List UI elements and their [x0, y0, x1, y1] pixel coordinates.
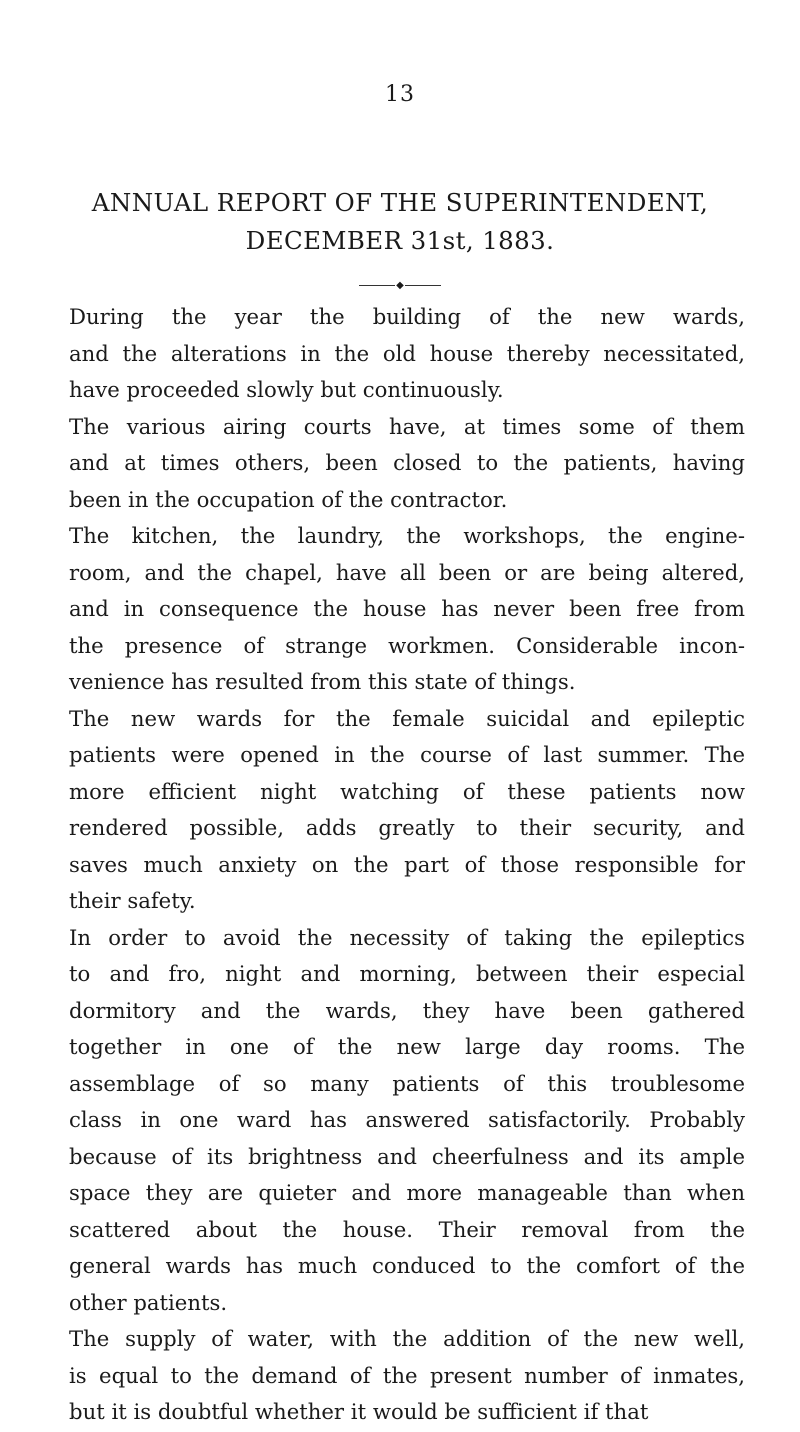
- paragraph-5-line-11: other patients.: [69, 1289, 228, 1315]
- paragraph-3-line-4: the presence of strange workmen. Considerable incon-: [69, 632, 745, 658]
- paragraph-6-line-2: is equal to the demand of the present number of inmates,: [69, 1362, 745, 1388]
- paragraph-5-line-1: In order to avoid the necessity of taking the epileptics: [69, 924, 745, 950]
- paragraph-5-line-5: assemblage of so many patients of this troublesome: [69, 1070, 745, 1096]
- title-line-1: ANNUAL REPORT OF THE SUPERINTENDENT,: [91, 188, 709, 217]
- paragraph-5-line-2: to and fro, night and morning, between their especial: [69, 961, 745, 986]
- paragraph-1-line-3: have proceeded slowly but continuously.: [69, 377, 504, 402]
- paragraph-3-line-2: room, and the chapel, have all been or are being altered,: [69, 559, 745, 585]
- page-number: 13: [385, 82, 415, 107]
- paragraph-2-line-1: The various airing courts have, at times some of them: [69, 413, 745, 439]
- paragraph-5-line-4: together in one of the new large day rooms. The: [69, 1034, 745, 1059]
- body-text: [69, 299, 745, 1431]
- paragraph-2-line-2: and at times others, been closed to the patients, having: [69, 450, 745, 475]
- title-line-2: DECEMBER 31st, 1883.: [245, 226, 555, 255]
- paragraph-1-line-1: During the year the building of the new wards,: [69, 304, 745, 329]
- ornament-rule-right: [405, 285, 441, 286]
- paragraph-4-line-3: more efficient night watching of these patients now: [69, 778, 745, 804]
- paragraph-1-line-2: and the alterations in the old house thereby necessitated,: [69, 340, 745, 366]
- paragraph-3-line-1: The kitchen, the laundry, the workshops, the engine-: [69, 523, 745, 548]
- paragraph-4-line-6: their safety.: [69, 888, 196, 913]
- ornament-divider: [0, 275, 800, 295]
- paragraph-5-line-7: because of its brightness and cheerfulness and its ample: [69, 1143, 745, 1169]
- paragraph-5-line-9: scattered about the house. Their removal from the: [69, 1216, 745, 1242]
- paragraph-5-line-6: class in one ward has answered satisfactorily. Probably: [69, 1107, 745, 1132]
- report-title: [40, 184, 760, 260]
- paragraph-5-line-8: space they are quieter and more manageable than when: [69, 1180, 745, 1205]
- paragraph-2-line-3: been in the occupation of the contractor.: [69, 486, 508, 512]
- paragraph-5-line-3: dormitory and the wards, they have been gathered: [69, 997, 745, 1023]
- paragraph-6-line-1: The supply of water, with the addition of the new well,: [69, 1326, 745, 1351]
- paragraph-6-line-3: but it is doubtful whether it would be sufficient if that: [69, 1399, 649, 1424]
- diamond-icon: ◆: [396, 279, 404, 291]
- paragraph-4-line-4: rendered possible, adds greatly to their security, and: [69, 815, 745, 840]
- paragraph-4-line-5: saves much anxiety on the part of those responsible for: [69, 851, 745, 877]
- paragraph-4-line-1: The new wards for the female suicidal and epileptic: [69, 705, 745, 731]
- ornament-rule-left: [359, 285, 395, 286]
- paragraph-5-line-10: general wards has much conduced to the comfort of the: [69, 1253, 745, 1278]
- paragraph-3-line-3: and in consequence the house has never been free from: [69, 596, 745, 621]
- paragraph-3-line-5: venience has resulted from this state of things.: [69, 669, 576, 694]
- paragraph-4-line-2: patients were opened in the course of last summer. The: [69, 742, 745, 767]
